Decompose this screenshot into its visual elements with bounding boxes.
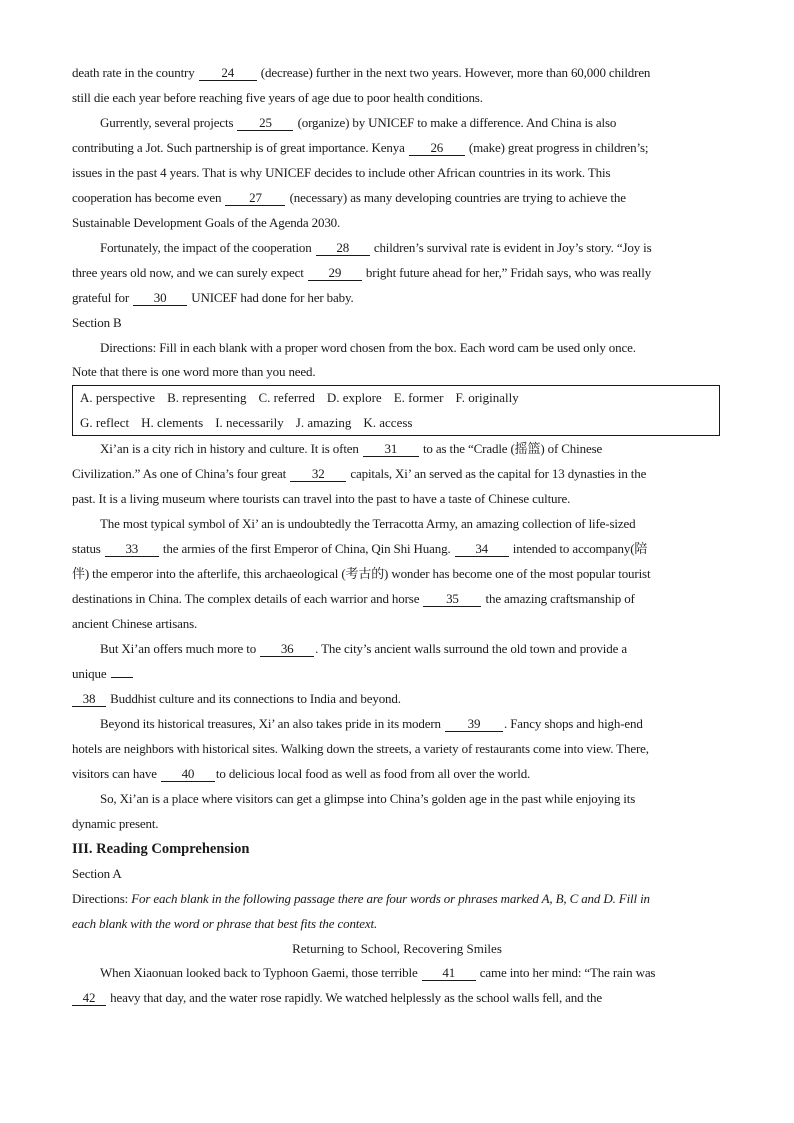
answer-blank: 36 bbox=[260, 641, 314, 657]
word-option: F. originally bbox=[455, 390, 519, 405]
answer-blank: 35 bbox=[423, 591, 481, 607]
text-line: three years old now, and we can surely expect 29 bright future ahead for her,” Fridah says, who was really bbox=[72, 265, 652, 280]
word-bank-box bbox=[72, 385, 720, 436]
answer-blank: 34 bbox=[455, 541, 509, 557]
text-line: Civilization.” As one of China’s four great 32 capitals, Xi’ an served as the capital for 13 dynasties in the bbox=[72, 466, 647, 481]
text-line: Gurrently, several projects 25 (organize) by UNICEF to make a difference. And China is also bbox=[100, 115, 617, 130]
answer-blank: 38 bbox=[72, 691, 106, 707]
text-line: unique bbox=[72, 665, 134, 683]
text-line: Xi’an is a city rich in history and culture. It is often 31 to as the “Cradle (摇篮) of Chinese bbox=[100, 441, 603, 456]
text-line: hotels are neighbors with historical sites. Walking down the streets, a variety of restaurants come into view. There, bbox=[72, 741, 649, 756]
word-option: G. reflect bbox=[80, 415, 130, 430]
answer-blank: 40 bbox=[161, 766, 215, 782]
answer-blank: 25 bbox=[237, 115, 293, 131]
text-line: issues in the past 4 years. That is why UNICEF decides to include other African countries in its work. This bbox=[72, 165, 611, 180]
word-option: I. necessarily bbox=[215, 415, 284, 430]
word-option: J. amazing bbox=[295, 415, 352, 430]
answer-blank: 39 bbox=[445, 716, 503, 732]
text-line: So, Xi’an is a place where visitors can get a glimpse into China’s golden age in the past while enjoying its bbox=[100, 791, 636, 806]
directions-text: Directions: Fill in each blank with a proper word chosen from the box. Each word cam be used only once. bbox=[100, 340, 636, 355]
word-option: K. access bbox=[363, 415, 413, 430]
text-line: The most typical symbol of Xi’ an is undoubtedly the Terracotta Army, an amazing collection of life-sized bbox=[100, 516, 636, 531]
text-line: 伴) the emperor into the afterlife, this archaeological (考古的) wonder has become one of the most popular tourist bbox=[72, 566, 651, 581]
answer-blank: 30 bbox=[133, 290, 187, 306]
passage-title: Returning to School, Recovering Smiles bbox=[292, 941, 502, 956]
text-line: Beyond its historical treasures, Xi’ an also takes pride in its modern 39 . Fancy shops and high-end bbox=[100, 716, 643, 731]
answer-blank: 33 bbox=[105, 541, 159, 557]
section-label: Section B bbox=[72, 315, 122, 330]
answer-blank: 28 bbox=[316, 240, 370, 256]
directions-text: Directions: For each blank in the following passage there are four words or phrases marked A, B, C and D. Fill in bbox=[72, 891, 650, 906]
word-bank-row bbox=[80, 414, 424, 432]
text-line: dynamic present. bbox=[72, 816, 159, 831]
text-line: When Xiaonuan looked back to Typhoon Gaemi, those terrible 41 came into her mind: “The rain was bbox=[100, 965, 656, 980]
word-bank-row bbox=[80, 389, 531, 407]
text-line: ancient Chinese artisans. bbox=[72, 616, 198, 631]
text-line: past. It is a living museum where tourists can travel into the past to have a taste of Chinese culture. bbox=[72, 491, 571, 506]
text-line: cooperation has become even 27 (necessary) as many developing countries are trying to achieve the bbox=[72, 190, 626, 205]
word-option: D. explore bbox=[326, 390, 382, 405]
word-option: E. former bbox=[393, 390, 444, 405]
text-line: Fortunately, the impact of the cooperation 28 children’s survival rate is evident in Joy’s story. “Joy is bbox=[100, 240, 652, 255]
word-option: H. clements bbox=[141, 415, 204, 430]
text-line: destinations in China. The complex details of each warrior and horse 35 the amazing craftsmanship of bbox=[72, 591, 635, 606]
text-line: visitors can have 40 to delicious local food as well as food from all over the world. bbox=[72, 766, 531, 781]
word-option: A. perspective bbox=[80, 390, 156, 405]
directions-text: each blank with the word or phrase that best fits the context. bbox=[72, 916, 378, 931]
word-option: C. referred bbox=[258, 390, 315, 405]
text-line: 38 Buddhist culture and its connections to India and beyond. bbox=[72, 690, 401, 708]
answer-blank: 32 bbox=[290, 466, 346, 482]
directions-text: Note that there is one word more than you need. bbox=[72, 364, 316, 379]
text-line: death rate in the country 24 (decrease) further in the next two years. However, more than 60,000 children bbox=[72, 65, 651, 80]
answer-blank bbox=[111, 677, 133, 678]
answer-blank: 24 bbox=[199, 65, 257, 81]
section-heading: III. Reading Comprehension bbox=[72, 841, 250, 857]
section-label: Section A bbox=[72, 866, 122, 881]
answer-blank: 41 bbox=[422, 965, 476, 981]
text-line: But Xi’an offers much more to 36 . The city’s ancient walls surround the old town and provide a bbox=[100, 641, 627, 656]
text-line: still die each year before reaching five years of age due to poor health conditions. bbox=[72, 90, 483, 105]
answer-blank: 29 bbox=[308, 265, 362, 281]
text-line: status 33 the armies of the first Emperor of China, Qin Shi Huang. 34 intended to accompany(陪 bbox=[72, 541, 648, 556]
answer-blank: 26 bbox=[409, 140, 465, 156]
answer-blank: 31 bbox=[363, 441, 419, 457]
text-line: Sustainable Development Goals of the Agenda 2030. bbox=[72, 215, 341, 230]
word-option: B. representing bbox=[167, 390, 247, 405]
text-line: 42 heavy that day, and the water rose rapidly. We watched helplessly as the school walls fell, and the bbox=[72, 989, 602, 1007]
answer-blank: 27 bbox=[225, 190, 285, 206]
text-line: contributing a Jot. Such partnership is of great importance. Kenya 26 (make) great progress in children’s; bbox=[72, 140, 649, 155]
text-line: grateful for 30 UNICEF had done for her baby. bbox=[72, 290, 354, 305]
answer-blank: 42 bbox=[72, 990, 106, 1006]
